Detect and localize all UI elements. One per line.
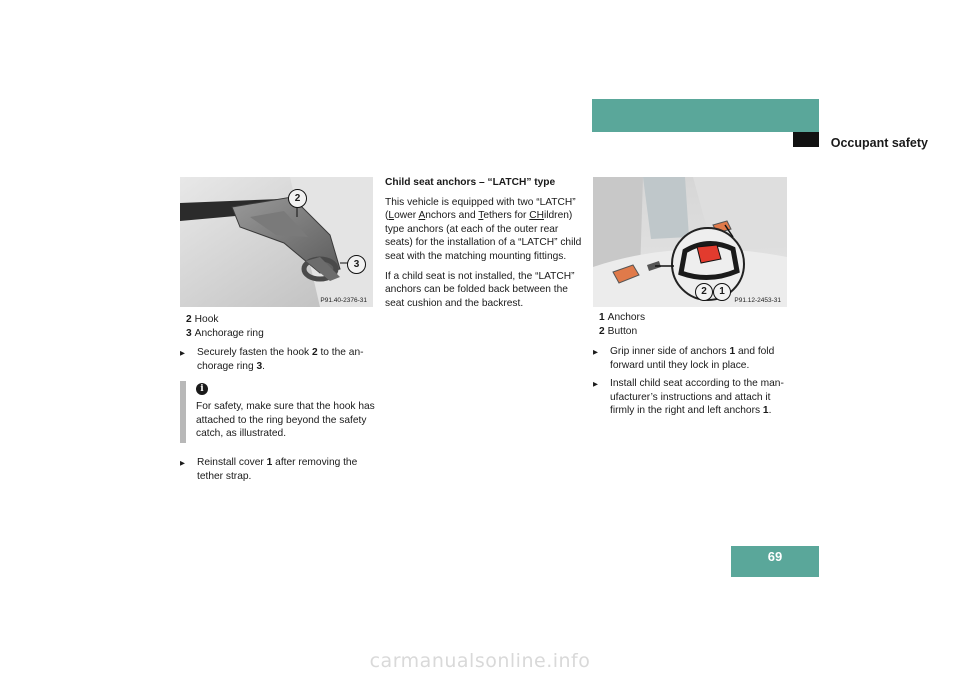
callout-1: 1 — [713, 283, 731, 301]
figure-latch-anchors — [593, 177, 787, 307]
instruction-step: ▶ Grip inner side of anchors 1 and fold forward until they lock in place. — [593, 345, 790, 372]
subsection-title: Occupant safety — [830, 136, 928, 150]
callout-2: 2 — [695, 283, 713, 301]
legend-right — [599, 311, 645, 338]
figure-code: P91.12-2453-31 — [734, 297, 781, 304]
instruction-step: ▶ Securely fasten the hook 2 to the an-chorage ring 3. — [180, 346, 379, 373]
latch-section — [385, 176, 582, 316]
note-text: For safety, make sure that the hook has attached to the ring beyond the safety catch, as illustrated. — [196, 401, 375, 440]
page-number: 69 — [731, 546, 819, 577]
header-band — [592, 99, 819, 132]
legend-left — [186, 313, 264, 340]
legend-item: 3 Anchorage ring — [186, 327, 264, 339]
legend-item: 1 Anchors — [599, 312, 646, 323]
figure-code: P91.40-2376-31 — [320, 297, 367, 304]
info-icon: i — [196, 383, 208, 395]
legend-item: 2 Hook — [186, 314, 219, 325]
instruction-step: ▶ Reinstall cover 1 after removing the tether strap. — [180, 456, 379, 483]
legend-item: 2 Button — [599, 325, 638, 337]
figure-hook-anchorage — [180, 177, 373, 307]
callout-3: 3 — [347, 255, 366, 274]
note-bar — [180, 381, 186, 443]
info-note — [180, 381, 375, 443]
section-title: Safety and Security — [811, 15, 928, 29]
paragraph: This vehicle is equipped with two “LATCH” (Lower Anchors and Tethers for CHildren) type anchors (at each of the outer rear seats) for the installation of a “LATCH” child seat with the matching mounting fittings. — [385, 196, 582, 262]
paragraph: If a child seat is not installed, the “LATCH” anchors can be folded back between the seat cushion and the backrest. — [385, 270, 575, 309]
header-marker — [793, 132, 819, 147]
section-heading: Child seat anchors – “LATCH” type — [385, 177, 556, 188]
anchors-illustration — [593, 177, 787, 307]
instruction-step: ▶ Install child seat according to the man-ufacturer’s instructions and attach it firmly in the right and left anchors 1. — [593, 377, 790, 418]
hook-illustration — [180, 177, 373, 307]
watermark: carmanualsonline.info — [369, 650, 591, 672]
callout-2: 2 — [288, 189, 307, 208]
